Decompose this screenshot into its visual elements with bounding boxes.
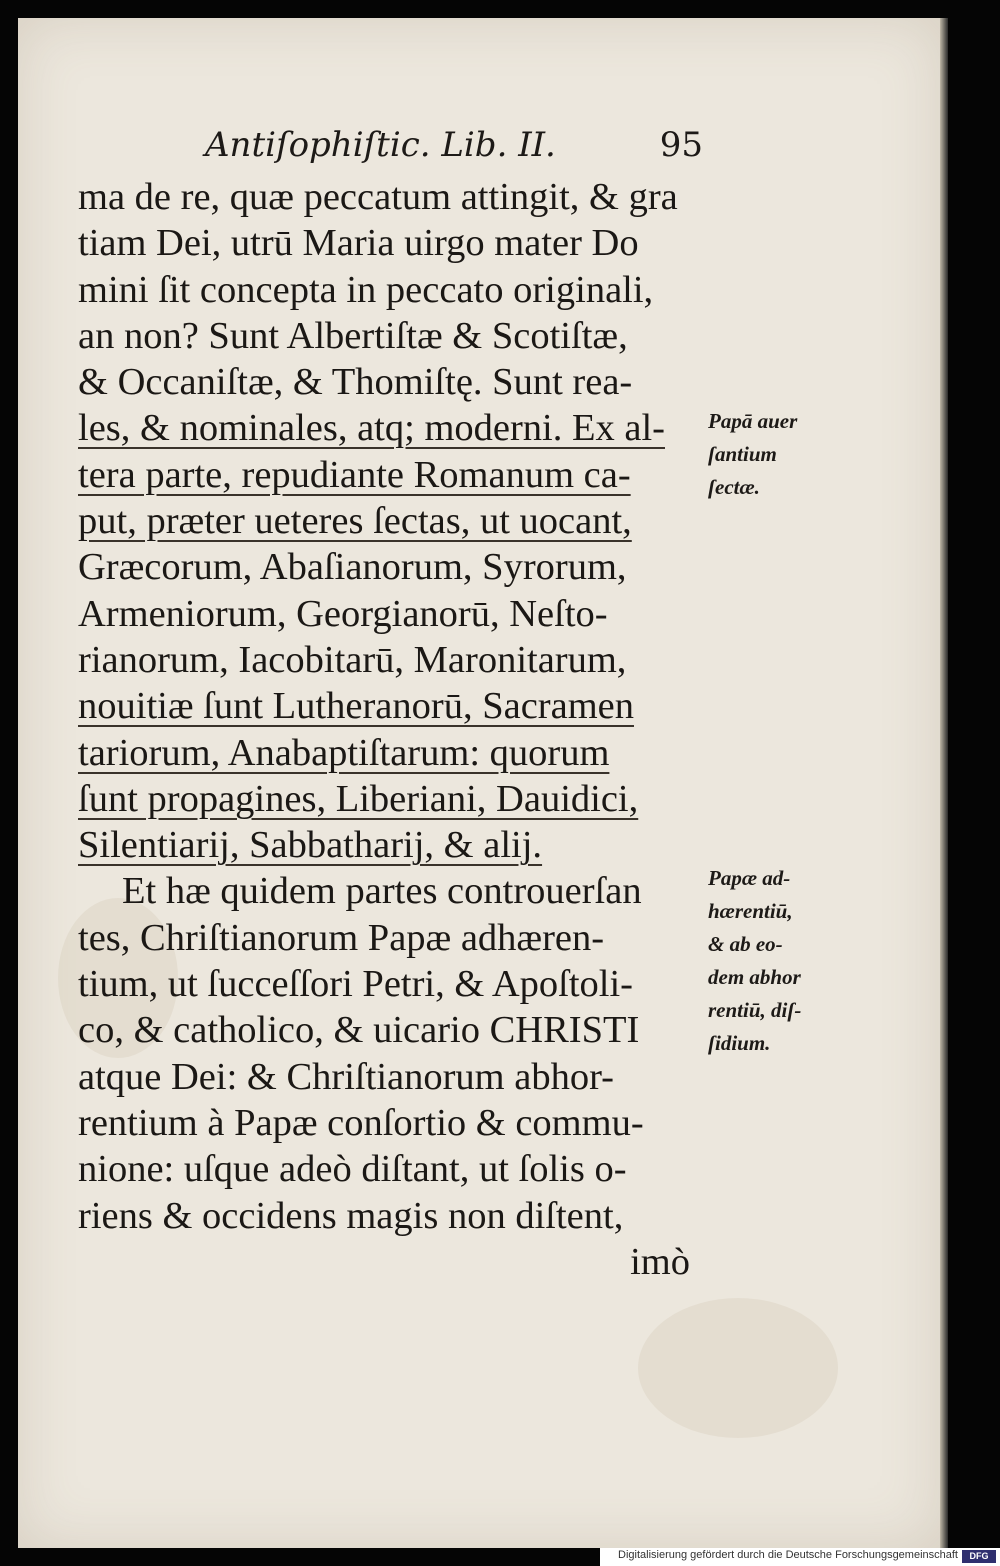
text-line [78, 267, 718, 313]
underlined-line-text: Silentiarij, Sabbatharij, & alij. [78, 824, 543, 867]
line-text: riens & occidens magis non diſtent, [78, 1194, 624, 1237]
funding-credit: Digitalisierung gefördert durch die Deutsche Forschungsgemeinschaft [618, 1549, 958, 1561]
catchword: imò [630, 1240, 690, 1283]
line-text: atque Dei: & Chriſtianorum abhor- [78, 1055, 614, 1098]
underlined-line-text: put, præter ueteres ſectas, ut uocant, [78, 500, 632, 543]
line-text: an non? Sunt Albertiſtæ & Scotiſtæ, [78, 314, 628, 357]
margin-note-line: hærentiū, [708, 899, 793, 923]
text-line [78, 915, 718, 961]
text-line [78, 405, 718, 451]
text-line [78, 961, 718, 1007]
line-text: tes, Chriſtianorum Papæ adhæren- [78, 916, 605, 959]
line-text: rentium à Papæ conſortio & commu- [78, 1101, 644, 1144]
line-text: nione: uſque adeò diſtant, ut ſolis o- [78, 1148, 627, 1191]
line-text: Armeniorum, Georgianorū, Neſto- [78, 592, 608, 635]
text-line [78, 498, 718, 544]
running-title: Antiſophiſtic. Lib. II. [205, 125, 556, 165]
text-line [78, 1007, 718, 1053]
line-text: mini ſit concepta in peccato originali, [78, 268, 654, 311]
underlined-line-text: tera parte, repudiante Romanum ca- [78, 453, 631, 496]
catchword-line [78, 1239, 718, 1285]
underlined-line-text: les, & nominales, atq; moderni. Ex al- [78, 407, 665, 450]
text-line [78, 359, 718, 405]
text-line [78, 452, 718, 498]
margin-note-dissent [708, 862, 801, 1060]
margin-note-line: ſidium. [708, 1031, 771, 1055]
underlined-line-text: nouitiæ ſunt Lutheranorū, Sacramen [78, 685, 634, 728]
text-line [78, 313, 718, 359]
margin-note-sects [708, 405, 797, 504]
line-text: tiam Dei, utrū Maria uirgo mater Do [78, 222, 639, 265]
page-edge [940, 18, 948, 1548]
margin-note-line: rentiū, diſ- [708, 998, 802, 1022]
line-text: co, & catholico, & uicario CHRISTI [78, 1009, 640, 1052]
underlined-line-text: tariorum, Anabaptiſtarum: quorum [78, 731, 610, 774]
line-text: Et hæ quidem partes controuerſan [122, 870, 642, 913]
underlined-line-text: ſunt propagines, Liberiani, Dauidici, [78, 777, 639, 820]
text-line [78, 591, 718, 637]
text-line [78, 174, 718, 220]
text-line [78, 544, 718, 590]
margin-note-line: ſantium [708, 442, 777, 466]
margin-note-line: ſectæ. [708, 475, 760, 499]
text-line [78, 822, 718, 868]
margin-note-line: Papæ ad- [708, 866, 791, 890]
page-stain [638, 1298, 838, 1438]
paragraph-start-line [78, 868, 718, 914]
text-line [78, 1100, 718, 1146]
margin-note-line: dem abhor [708, 965, 801, 989]
text-line [78, 1146, 718, 1192]
dfg-logo: DFG [962, 1550, 996, 1563]
text-line [78, 776, 718, 822]
line-text: tium, ut ſucceſſori Petri, & Apoſtoli- [78, 963, 633, 1006]
line-text: rianorum, Iacobitarū, Maronitarum, [78, 638, 627, 681]
line-text: & Occaniſtæ, & Thomiſtę. Sunt rea- [78, 361, 633, 404]
text-line [78, 1054, 718, 1100]
text-line [78, 683, 718, 729]
footer-bar [600, 1548, 1000, 1566]
page-number: 95 [659, 125, 703, 165]
page-header [205, 125, 715, 175]
margin-note-line: Papā auer [708, 409, 798, 433]
text-line [78, 637, 718, 683]
text-line [78, 220, 718, 266]
text-line [78, 1193, 718, 1239]
text-line [78, 730, 718, 776]
main-text-block [78, 174, 718, 1285]
margin-note-line: & ab eo- [708, 932, 783, 956]
line-text: ma de re, quæ peccatum attingit, & gra [78, 176, 678, 218]
line-text: Græcorum, Abaſianorum, Syrorum, [78, 546, 627, 589]
